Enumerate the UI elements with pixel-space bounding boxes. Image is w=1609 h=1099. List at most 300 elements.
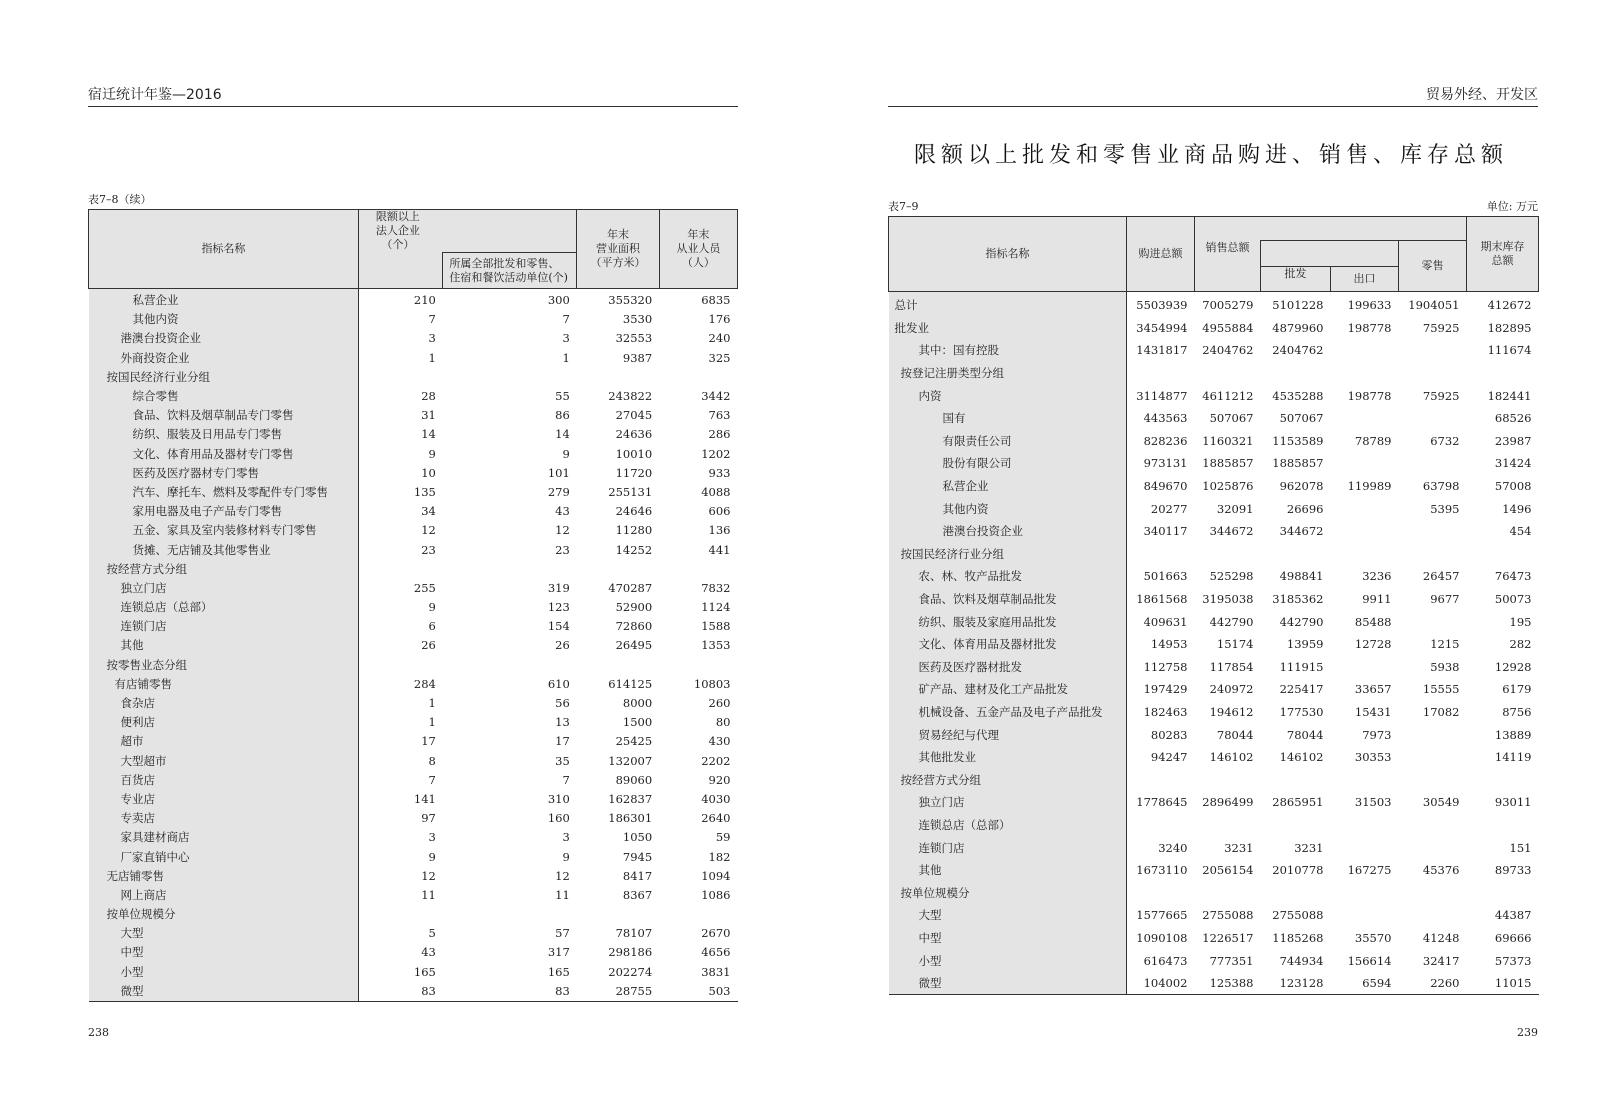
cell-value: 240 [708, 331, 731, 346]
cell-value: 182463 [1143, 704, 1188, 719]
cell-value: 146102 [1279, 750, 1324, 765]
cell-value [659, 560, 737, 579]
cell-value: 1050 [622, 830, 653, 845]
cell-value: 10010 [615, 446, 653, 461]
cell-value: 2202 [701, 753, 731, 768]
table-row [89, 713, 738, 732]
cell-value: 1094 [701, 868, 731, 883]
cell-value [1331, 836, 1399, 859]
cell-value: 1215 [1430, 637, 1460, 652]
cell-value: 135 [413, 484, 436, 499]
cell-value: 132007 [608, 753, 653, 768]
cell-value: 1 [428, 696, 436, 711]
cell-value: 111915 [1279, 659, 1324, 674]
table-row [89, 387, 738, 406]
cell-value: 3 [428, 331, 436, 346]
cell-value: 14119 [1494, 750, 1532, 765]
cell-value: 1904051 [1408, 298, 1460, 313]
cell-value: 430 [708, 734, 731, 749]
cell-value [1331, 520, 1399, 543]
cell-value: 8756 [1502, 704, 1532, 719]
table-row [89, 289, 738, 311]
cell-value: 4611212 [1202, 388, 1254, 403]
row-label: 矿产品、建材及化工产品批发 [889, 678, 1127, 701]
cell-value: 325 [708, 350, 731, 365]
table-row [889, 339, 1539, 362]
cell-value: 12728 [1354, 637, 1392, 652]
cell-value: 2010778 [1272, 863, 1324, 878]
cell-value [659, 905, 737, 924]
cell-value: 3831 [701, 964, 731, 979]
cell-value: 78044 [1216, 727, 1254, 742]
cell-value: 11 [555, 887, 570, 902]
cell-value: 83 [358, 982, 442, 1002]
table-row [89, 502, 738, 521]
cell-value: 3231 [1224, 840, 1254, 855]
cell-value: 7 [428, 312, 436, 327]
right-table-label: 表7–9 [888, 200, 919, 213]
cell-value [1399, 814, 1467, 837]
left-page-number: 238 [88, 1026, 109, 1039]
right-col-export: 出口 [1331, 267, 1399, 292]
cell-value [1467, 543, 1539, 566]
cell-value: 319 [547, 580, 570, 595]
cell-value: 156614 [1347, 953, 1392, 968]
cell-value [1331, 768, 1399, 791]
cell-value: 9 [562, 849, 570, 864]
row-label: 食杂店 [89, 694, 359, 713]
cell-value: 7973 [1362, 727, 1392, 742]
table-row [889, 497, 1539, 520]
row-label: 私营企业 [89, 289, 359, 311]
cell-value: 89733 [1494, 863, 1532, 878]
cell-value: 24636 [615, 427, 653, 442]
row-label: 其他批发业 [889, 746, 1127, 769]
cell-value: 4656 [701, 945, 731, 960]
cell-value [1399, 746, 1467, 769]
cell-value [1331, 362, 1399, 385]
cell-value: 6594 [1331, 972, 1399, 995]
row-label: 微型 [889, 972, 1127, 995]
cell-value: 123 [547, 600, 570, 615]
table-row [889, 701, 1539, 724]
cell-value: 3114877 [1136, 388, 1188, 403]
cell-value: 20277 [1150, 501, 1188, 516]
cell-value: 340117 [1143, 524, 1188, 539]
cell-value: 6 [428, 619, 436, 634]
cell-value: 26495 [615, 638, 653, 653]
cell-value: 63798 [1422, 479, 1460, 494]
table-row [889, 972, 1539, 995]
cell-value: 165 [413, 964, 436, 979]
cell-value: 4030 [701, 791, 731, 806]
cell-value: 78789 [1354, 433, 1392, 448]
cell-value: 9911 [1362, 592, 1392, 607]
cell-value: 13 [555, 715, 570, 730]
row-label: 厂家直销中心 [89, 847, 359, 866]
cell-value: 7 [428, 772, 436, 787]
row-label: 专卖店 [89, 809, 359, 828]
cell-value: 973131 [1143, 456, 1188, 471]
row-label: 医药及医疗器材批发 [889, 656, 1127, 679]
cell-value: 412672 [1487, 298, 1532, 313]
cell-value: 94247 [1150, 750, 1188, 765]
cell-value: 80283 [1150, 727, 1188, 742]
cell-value: 849670 [1143, 479, 1188, 494]
cell-value [1467, 768, 1539, 791]
cell-value [1399, 881, 1467, 904]
row-label: 小型 [89, 963, 359, 982]
cell-value: 28755 [577, 982, 659, 1002]
cell-value: 9387 [622, 350, 653, 365]
cell-value [1331, 339, 1399, 362]
cell-value: 1 [428, 350, 436, 365]
cell-value: 1 [562, 350, 570, 365]
cell-value: 441 [708, 542, 731, 557]
row-label: 连锁总店（总部） [89, 598, 359, 617]
table-row [89, 656, 738, 675]
row-label: 外商投资企业 [89, 349, 359, 368]
cell-value: 355320 [608, 293, 653, 308]
cell-value: 3 [562, 331, 570, 346]
cell-value: 1577665 [1136, 908, 1188, 923]
cell-value [659, 656, 737, 675]
cell-value: 25425 [615, 734, 653, 749]
table-row [889, 384, 1539, 407]
row-label: 内资 [889, 384, 1127, 407]
cell-value: 57373 [1494, 953, 1532, 968]
cell-value: 2056154 [1202, 863, 1254, 878]
cell-value: 8000 [622, 696, 653, 711]
cell-value [1195, 881, 1261, 904]
cell-value [659, 368, 737, 387]
cell-value: 2865951 [1272, 795, 1324, 810]
cell-value: 44387 [1494, 908, 1532, 923]
table-row [889, 881, 1539, 904]
cell-value [1261, 362, 1331, 385]
table-row [89, 310, 738, 329]
right-unit-label: 单位: 万元 [1486, 200, 1538, 213]
cell-value: 3231 [1294, 840, 1324, 855]
cell-value: 13959 [1286, 637, 1324, 652]
cell-value: 15555 [1422, 682, 1460, 697]
table-row [889, 610, 1539, 633]
table-row [89, 425, 738, 444]
cell-value [1467, 814, 1539, 837]
row-label: 其中：国有控股 [889, 339, 1127, 362]
table-row [89, 579, 738, 598]
cell-value: 202274 [608, 964, 653, 979]
cell-value [577, 905, 659, 924]
cell-value [1261, 881, 1331, 904]
cell-value: 507067 [1209, 411, 1254, 426]
cell-value: 286 [708, 427, 731, 442]
cell-value: 12 [421, 523, 436, 538]
table-row [89, 521, 738, 540]
cell-value: 41248 [1422, 930, 1460, 945]
table-row [89, 963, 738, 982]
table-row [89, 694, 738, 713]
right-page-title: 限额以上批发和零售业商品购进、销售、库存总额 [913, 143, 1508, 168]
cell-value: 4088 [701, 484, 731, 499]
table-row [889, 814, 1539, 837]
cell-value: 33657 [1354, 682, 1392, 697]
row-label: 连锁门店 [889, 836, 1127, 859]
cell-value: 255 [413, 580, 436, 595]
cell-value: 141 [413, 791, 436, 806]
cell-value [1127, 881, 1195, 904]
cell-value: 763 [708, 408, 731, 423]
cell-value: 59 [715, 830, 731, 845]
cell-value: 310 [547, 791, 570, 806]
table-row [89, 771, 738, 790]
cell-value: 162837 [608, 791, 653, 806]
cell-value: 1226517 [1202, 930, 1254, 945]
row-label: 其他 [89, 636, 359, 655]
cell-value: 1673110 [1136, 863, 1188, 878]
cell-value: 31503 [1354, 795, 1392, 810]
row-label: 大型 [89, 924, 359, 943]
table-row [889, 292, 1539, 317]
cell-value: 72860 [615, 619, 653, 634]
cell-value: 9 [428, 446, 436, 461]
cell-value [1331, 656, 1399, 679]
cell-value [1331, 881, 1399, 904]
cell-value: 28 [421, 389, 436, 404]
cell-value [443, 905, 577, 924]
cell-value: 10803 [693, 676, 731, 691]
table-row [89, 329, 738, 348]
cell-value: 11015 [1467, 972, 1539, 995]
cell-value: 3442 [701, 389, 731, 404]
cell-value [1261, 543, 1331, 566]
table-row [89, 636, 738, 655]
cell-value: 17 [555, 734, 570, 749]
cell-value: 443563 [1143, 411, 1188, 426]
table-row [889, 768, 1539, 791]
cell-value [1399, 768, 1467, 791]
cell-value [443, 656, 577, 675]
cell-value [1127, 814, 1195, 837]
cell-value: 182441 [1487, 388, 1532, 403]
right-col-inventory: 期末库存 总额 [1467, 217, 1539, 292]
table-row [89, 349, 738, 368]
cell-value: 11280 [615, 523, 653, 538]
table-row [889, 633, 1539, 656]
cell-value: 198778 [1347, 320, 1392, 335]
cell-value: 2755088 [1272, 908, 1324, 923]
cell-value: 1160321 [1202, 433, 1254, 448]
table-row [889, 362, 1539, 385]
cell-value: 12 [421, 868, 436, 883]
cell-value: 409631 [1143, 614, 1188, 629]
row-label: 连锁总店（总部） [889, 814, 1127, 837]
cell-value: 10 [421, 465, 436, 480]
cell-value: 4955884 [1202, 320, 1254, 335]
cell-value: 1185268 [1272, 930, 1324, 945]
row-label: 按国民经济行业分组 [89, 368, 359, 387]
cell-value: 15174 [1216, 637, 1254, 652]
cell-value [1467, 362, 1539, 385]
table-row [889, 927, 1539, 950]
table-row [89, 617, 738, 636]
row-label: 货摊、无店铺及其他零售业 [89, 540, 359, 559]
cell-value: 1124 [701, 600, 731, 615]
table-row [889, 565, 1539, 588]
cell-value: 5 [428, 926, 436, 941]
cell-value: 5503939 [1136, 298, 1188, 313]
right-col-purchase: 购进总额 [1127, 217, 1195, 292]
cell-value: 160 [547, 811, 570, 826]
table-row [889, 475, 1539, 498]
cell-value: 1500 [622, 715, 653, 730]
cell-value: 14252 [615, 542, 653, 557]
cell-value: 2640 [701, 811, 731, 826]
cell-value: 6179 [1502, 682, 1532, 697]
row-label: 有限责任公司 [889, 430, 1127, 453]
right-running-header [888, 86, 1538, 107]
row-label: 食品、饮料及烟草制品批发 [889, 588, 1127, 611]
cell-value: 9 [428, 600, 436, 615]
cell-value [1195, 543, 1261, 566]
cell-value [1331, 904, 1399, 927]
cell-value [358, 905, 442, 924]
cell-value: 3236 [1362, 569, 1392, 584]
left-running-header [88, 86, 738, 107]
cell-value [1127, 362, 1195, 385]
cell-value: 78107 [615, 926, 653, 941]
cell-value: 78044 [1286, 727, 1324, 742]
table-row [89, 867, 738, 886]
row-label: 独立门店 [89, 579, 359, 598]
table-row [89, 886, 738, 905]
cell-value: 86 [555, 408, 570, 423]
cell-value: 4879960 [1272, 320, 1324, 335]
row-label: 其他内资 [889, 497, 1127, 520]
cell-value: 614125 [608, 676, 653, 691]
right-col-retail: 零售 [1399, 241, 1467, 292]
cell-value: 182 [708, 849, 731, 864]
row-label: 按登记注册类型分组 [889, 362, 1127, 385]
row-label: 按单位规模分 [89, 905, 359, 924]
cell-value: 3 [428, 830, 436, 845]
cell-value: 146102 [1209, 750, 1254, 765]
row-label: 网上商店 [89, 886, 359, 905]
cell-value: 27045 [615, 408, 653, 423]
row-label: 文化、体育用品及器材批发 [889, 633, 1127, 656]
row-label: 纺织、服装及家庭用品批发 [889, 610, 1127, 633]
cell-value: 32553 [615, 331, 653, 346]
cell-value: 2670 [701, 926, 731, 941]
cell-value: 3195038 [1202, 592, 1254, 607]
cell-value: 5395 [1430, 501, 1460, 516]
cell-value: 9677 [1430, 592, 1460, 607]
cell-value: 344672 [1279, 524, 1324, 539]
cell-value: 3185362 [1272, 592, 1324, 607]
cell-value: 26696 [1286, 501, 1324, 516]
table-row [889, 430, 1539, 453]
table-row [889, 543, 1539, 566]
row-label: 家具建材商店 [89, 828, 359, 847]
cell-value: 920 [708, 772, 731, 787]
cell-value: 35 [555, 753, 570, 768]
cell-value: 111674 [1487, 343, 1532, 358]
cell-value: 80 [715, 715, 731, 730]
table-row [89, 982, 738, 1002]
cell-value [1331, 407, 1399, 430]
cell-value [1331, 814, 1399, 837]
row-label: 有店铺零售 [89, 675, 359, 694]
cell-value: 1025876 [1202, 479, 1254, 494]
right-col-name: 指标名称 [889, 217, 1127, 292]
cell-value [577, 656, 659, 675]
cell-value [443, 560, 577, 579]
row-label: 其他内资 [89, 310, 359, 329]
cell-value: 243822 [608, 389, 653, 404]
cell-value: 32091 [1216, 501, 1254, 516]
cell-value: 1153589 [1272, 433, 1324, 448]
cell-value: 828236 [1143, 433, 1188, 448]
cell-value: 454 [1509, 524, 1532, 539]
row-label: 百货店 [89, 771, 359, 790]
cell-value [1261, 768, 1331, 791]
cell-value: 610 [547, 676, 570, 691]
row-label: 按单位规模分 [889, 881, 1127, 904]
cell-value: 777351 [1209, 953, 1254, 968]
cell-value: 1431817 [1136, 343, 1188, 358]
cell-value: 300 [547, 293, 570, 308]
cell-value: 182895 [1487, 320, 1532, 335]
cell-value: 31 [421, 408, 436, 423]
left-col-employees: 年末 从业人员 （人） [659, 210, 737, 289]
cell-value: 69666 [1494, 930, 1532, 945]
row-label: 按国民经济行业分组 [889, 543, 1127, 566]
cell-value: 9 [428, 849, 436, 864]
cell-value: 13889 [1494, 727, 1532, 742]
table-row [889, 407, 1539, 430]
cell-value: 17082 [1422, 704, 1460, 719]
table-row [89, 560, 738, 579]
cell-value: 3 [562, 830, 570, 845]
row-label: 机械设备、五金产品及电子产品批发 [889, 701, 1127, 724]
cell-value: 1202 [701, 446, 731, 461]
cell-value: 2404762 [1202, 343, 1254, 358]
cell-value: 45376 [1422, 863, 1460, 878]
cell-value: 43 [421, 945, 436, 960]
cell-value: 1090108 [1136, 930, 1188, 945]
cell-value: 30549 [1422, 795, 1460, 810]
cell-value: 2755088 [1202, 908, 1254, 923]
cell-value: 11720 [615, 465, 653, 480]
cell-value: 4535288 [1272, 388, 1324, 403]
table-row [89, 752, 738, 771]
cell-value: 12 [555, 523, 570, 538]
cell-value: 606 [708, 504, 731, 519]
cell-value [577, 368, 659, 387]
table-row [89, 464, 738, 483]
cell-value: 6835 [701, 293, 731, 308]
cell-value: 23987 [1494, 433, 1532, 448]
right-header-text: 贸易外经、开发区 [1426, 87, 1538, 103]
cell-value [1399, 339, 1467, 362]
row-label: 其他 [889, 859, 1127, 882]
row-label: 港澳台投资企业 [89, 329, 359, 348]
cell-value [1467, 881, 1539, 904]
cell-value: 125388 [1195, 972, 1261, 995]
cell-value: 17 [421, 734, 436, 749]
table-row [889, 791, 1539, 814]
cell-value: 5101228 [1272, 298, 1324, 313]
